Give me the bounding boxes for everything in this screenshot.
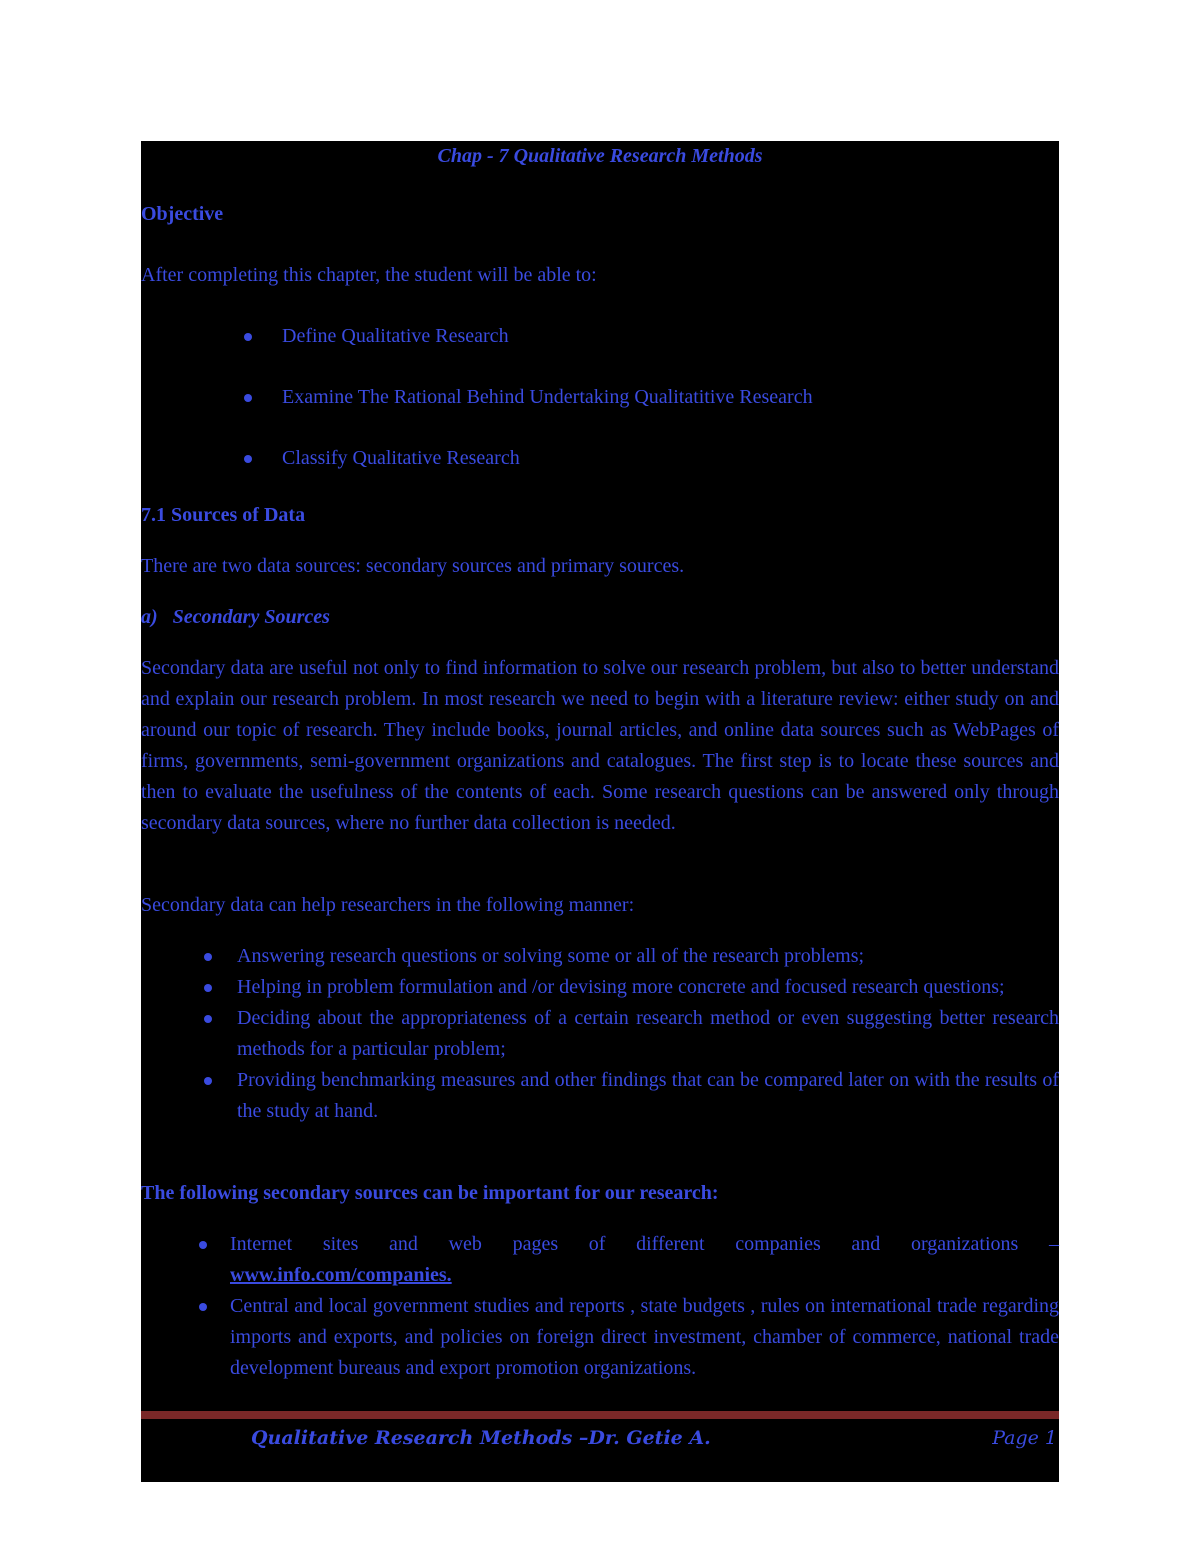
page-number: Page 1 — [992, 1427, 1057, 1449]
list-item: Internet sites and web pages of different companies and organizations – www.info.com/companies. — [230, 1229, 1059, 1291]
list-item: Classify Qualitative Research — [245, 443, 1059, 474]
subsection-heading: a) Secondary Sources — [141, 606, 330, 628]
help-intro: Secondary data can help researchers in the following manner: — [141, 894, 635, 916]
document-page — [141, 141, 1059, 1482]
list-item: Providing benchmarking measures and other findings that can be compared later on with the results of the study at hand. — [237, 1065, 1059, 1127]
companies-link[interactable]: www.info.com/companies. — [230, 1264, 452, 1286]
list-item: Answering research questions or solving some or all of the research problems; — [237, 941, 1059, 972]
section-intro: There are two data sources: secondary sources and primary sources. — [141, 555, 685, 577]
bullet-icon — [199, 1241, 207, 1249]
bullet-icon — [204, 984, 212, 992]
footer-divider — [141, 1411, 1059, 1419]
list-item: Deciding about the appropriateness of a certain research method or even suggesting better research methods for a particular problem; — [237, 1003, 1059, 1065]
bullet-icon — [204, 1015, 212, 1023]
chapter-title: Chap - 7 Qualitative Research Methods — [437, 145, 763, 167]
list-item: Define Qualitative Research — [245, 321, 1059, 352]
list-item: Helping in problem formulation and /or devising more concrete and focused research questions; — [237, 972, 1059, 1003]
bullet-icon — [244, 394, 252, 402]
bullet-icon — [244, 455, 252, 463]
objective-heading: Objective — [141, 203, 224, 225]
list-item: Examine The Rational Behind Undertaking Qualitatitive Research — [245, 382, 1059, 413]
footer-title: Qualitative Research Methods –Dr. Getie A. — [251, 1427, 711, 1449]
sources-heading: The following secondary sources can be important for our research: — [141, 1182, 719, 1204]
sources-list — [230, 1229, 1059, 1384]
objective-intro: After completing this chapter, the student will be able to: — [141, 264, 597, 286]
list-item: Central and local government studies and reports , state budgets , rules on international trade regarding imports and exports, and policies on foreign direct investment, chamber of commerce, national trade development bureaus and export promotion organizations. — [230, 1291, 1059, 1384]
bullet-icon — [244, 333, 252, 341]
help-list — [237, 941, 1059, 1127]
secondary-data-paragraph: Secondary data are useful not only to find information to solve our research problem, but also to better understand and explain our research problem. In most research we need to begin with a literature review: either study on and around our topic of research. They include books, journal articles, and online data sources such as WebPages of firms, governments, semi-government organizations and catalogues. The first step is to locate these sources and then to evaluate the usefulness of the contents of each. Some research questions can be answered only through secondary data sources, where no further data collection is needed. — [141, 657, 1059, 834]
bullet-icon — [204, 1077, 212, 1085]
objective-list — [245, 321, 1059, 474]
section-heading: 7.1 Sources of Data — [141, 504, 306, 526]
bullet-icon — [204, 953, 212, 961]
bullet-icon — [199, 1303, 207, 1311]
